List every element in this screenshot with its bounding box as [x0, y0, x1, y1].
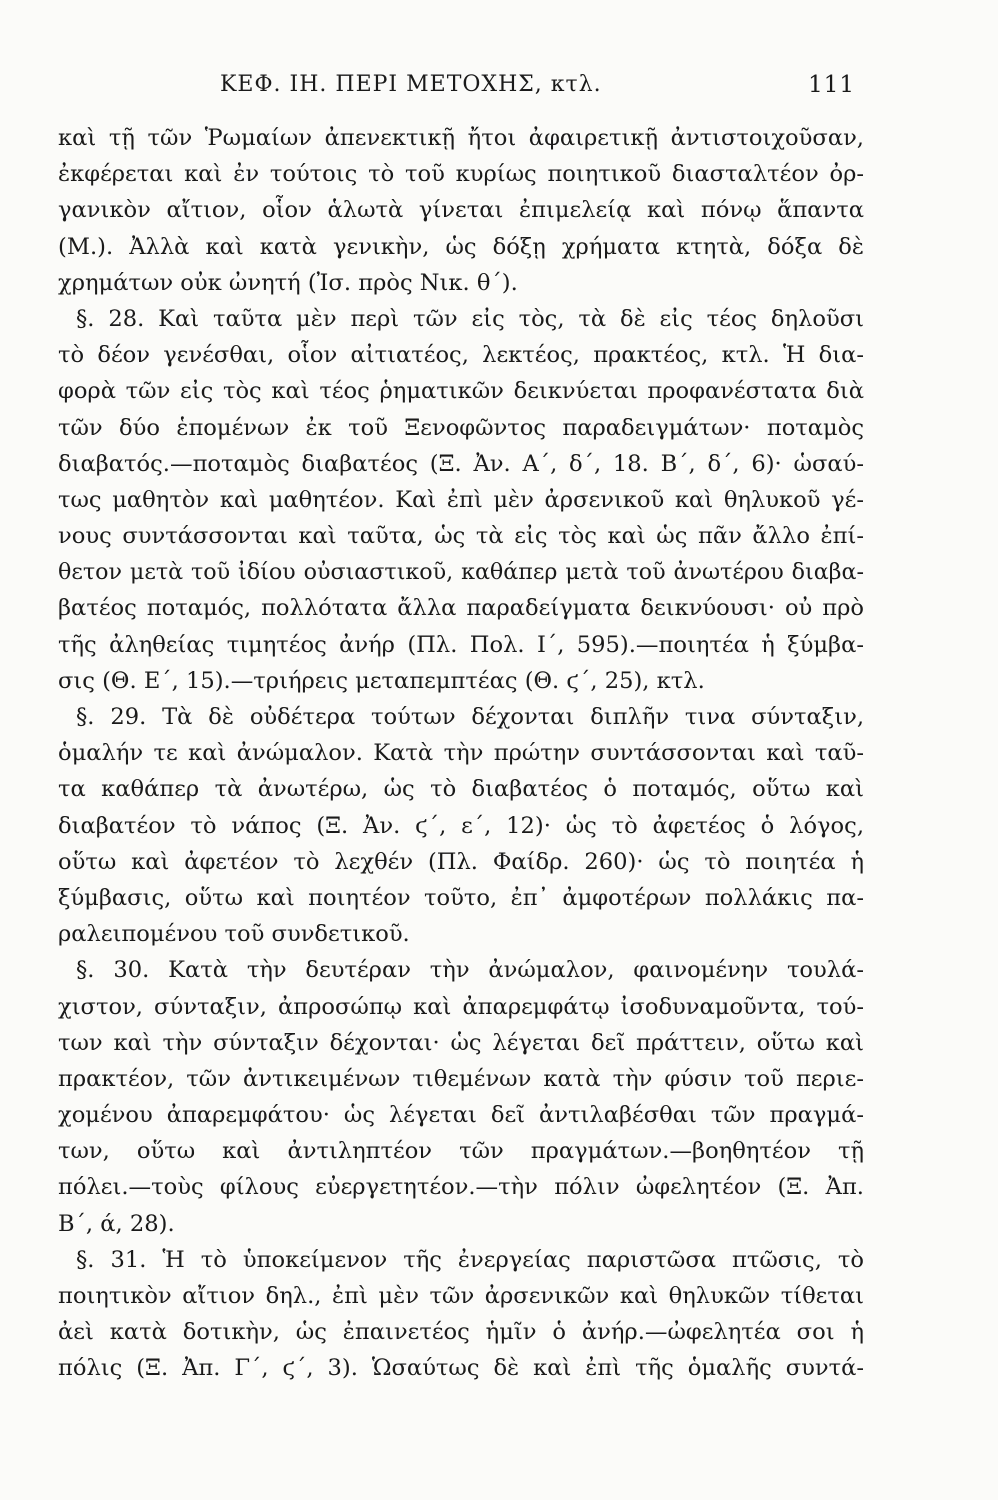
- text-line: ξύμβασις, οὕτω καὶ ποιητέον τοῦτο, ἐπ᾽ ἀμφοτέρων πολλάκις πα-: [58, 884, 864, 911]
- section-28-start: §. 28. Καὶ ταῦτα μὲν περὶ τῶν εἰς τὸς, τὰ δὲ εἰς τέος δηλοῦσι: [76, 305, 864, 332]
- text-line: τῆς ἀληθείας τιμητέος ἀνήρ (Πλ. Πολ. Ι΄, 595).—ποιητέα ἡ ξύμβα-: [58, 631, 864, 658]
- text-line: τως μαθητὸν καὶ μαθητέον. Καὶ ἐπὶ μὲν ἀρσενικοῦ καὶ θηλυκοῦ γέ-: [58, 486, 864, 513]
- text-line: ραλειπομένου τοῦ συνδετικοῦ.: [58, 921, 410, 948]
- text-line: των, οὕτω καὶ ἀντιληπτέον τῶν πραγμάτων.—βοηθητέον τῇ: [58, 1138, 864, 1165]
- text-line: ἐκφέρεται καὶ ἐν τούτοις τὸ τοῦ κυρίως ποιητικοῦ διασταλτέον ὀρ-: [58, 161, 864, 188]
- text-line: πόλις (Ξ. Ἀπ. Γ΄, ϛ΄, 3). Ὡσαύτως δὲ καὶ ἐπὶ τῆς ὁμαλῆς συντά-: [58, 1355, 864, 1382]
- section-29-start: §. 29. Τὰ δὲ οὐδέτερα τούτων δέχονται διπλῆν τινα σύνταξιν,: [76, 704, 864, 730]
- text-line: ἀεὶ κατὰ δοτικὴν, ὡς ἐπαινετέος ἡμῖν ὁ ἀνήρ.—ὠφελητέα σοι ἡ: [58, 1319, 864, 1346]
- text-line: τὸ δέον γενέσθαι, οἷον αἰτιατέος, λεκτέος, πρακτέος, κτλ. Ἡ δια-: [58, 342, 864, 369]
- section-30-start: §. 30. Κατὰ τὴν δευτέραν τὴν ἀνώμαλον, φαινομένην τουλά-: [76, 957, 864, 984]
- text-line: τῶν δύο ἑπομένων ἐκ τοῦ Ξενοφῶντος παραδειγμάτων· ποταμὸς: [58, 414, 864, 441]
- text-line: πρακτέον, τῶν ἀντικειμένων τιθεμένων κατὰ τὴν φύσιν τοῦ περιε-: [58, 1065, 864, 1092]
- text-line: χιστον, σύνταξιν, ἀπροσώπῳ καὶ ἀπαρεμφάτῳ ἰσοδυναμοῦντα, τού-: [58, 993, 864, 1020]
- section-31-start: §. 31. Ἡ τὸ ὑποκείμενον τῆς ἐνεργείας παριστῶσα πτῶσις, τὸ: [76, 1246, 864, 1273]
- text-line: βατέος ποταμός, πολλότατα ἄλλα παραδείγματα δεικνύουσι· οὐ πρὸ: [58, 595, 864, 622]
- page-number: 111: [808, 72, 855, 98]
- chapter-title: ΚΕΦ. ΙΗ. ΠΕΡΙ ΜΕΤΟΧΗΣ, κτλ.: [220, 72, 602, 97]
- text-line: πόλει.—τοὺς φίλους εὐεργετητέον.—τὴν πόλιν ὠφελητέον (Ξ. Ἀπ.: [58, 1174, 864, 1201]
- text-line: Β΄, ά, 28).: [58, 1210, 175, 1237]
- text-line: διαβατός.—ποταμὸς διαβατέος (Ξ. Ἀν. Α΄, δ΄, 18. Β΄, δ΄, 6)· ὡσαύ-: [58, 450, 864, 477]
- text-line: ποιητικὸν αἴτιον δηλ., ἐπὶ μὲν τῶν ἀρσενικῶν καὶ θηλυκῶν τίθεται: [58, 1283, 864, 1309]
- text-line: των καὶ τὴν σύνταξιν δέχονται· ὡς λέγεται δεῖ πράττειν, οὕτω καὶ: [58, 1029, 864, 1056]
- text-line: διαβατέον τὸ νάπος (Ξ. Ἀν. ϛ΄, ε΄, 12)· ὡς τὸ ἀφετέος ὁ λόγος,: [58, 812, 864, 839]
- text-line: χομένου ἀπαρεμφάτου· ὡς λέγεται δεῖ ἀντιλαβέσθαι τῶν πραγμά-: [58, 1102, 864, 1129]
- text-line: χρημάτων οὐκ ὠνητή (Ἰσ. πρὸς Νικ. θ΄).: [58, 269, 518, 296]
- text-line: οὕτω καὶ ἀφετέον τὸ λεχθέν (Πλ. Φαίδρ. 260)· ὡς τὸ ποιητέα ἡ: [58, 848, 864, 875]
- body-text: [58, 120, 864, 1387]
- text-line: καὶ τῇ τῶν Ῥωμαίων ἀπενεκτικῇ ἤτοι ἀφαιρετικῇ ἀντιστοιχοῦσαν,: [58, 125, 864, 151]
- running-head: [60, 72, 855, 102]
- text-line: θετον μετὰ τοῦ ἰδίου οὐσιαστικοῦ, καθάπερ μετὰ τοῦ ἀνωτέρου διαβα-: [58, 559, 864, 586]
- text-line: νους συντάσσονται καὶ ταῦτα, ὡς τὰ εἰς τὸς καὶ ὡς πᾶν ἄλλο ἐπί-: [58, 523, 864, 550]
- text-line: γανικὸν αἴτιον, οἷον ἁλωτὰ γίνεται ἐπιμελείᾳ καὶ πόνῳ ἅπαντα: [58, 197, 864, 224]
- text-line: ὁμαλήν τε καὶ ἀνώμαλον. Κατὰ τὴν πρώτην συντάσσονται καὶ ταῦ-: [58, 740, 864, 767]
- text-line: (Μ.). Ἀλλὰ καὶ κατὰ γενικὴν, ὡς δόξῃ χρήματα κτητὰ, δόξα δὲ: [58, 233, 864, 260]
- text-line: φορὰ τῶν εἰς τὸς καὶ τέος ῥηματικῶν δεικνύεται προφανέστατα διὰ: [58, 378, 864, 405]
- text-line: τα καθάπερ τὰ ἀνωτέρω, ὡς τὸ διαβατέος ὁ ποταμός, οὕτω καὶ: [58, 776, 864, 803]
- text-line: σις (Θ. Ε΄, 15).—τριήρεις μεταπεμπτέας (Θ. ϛ΄, 25), κτλ.: [58, 667, 705, 694]
